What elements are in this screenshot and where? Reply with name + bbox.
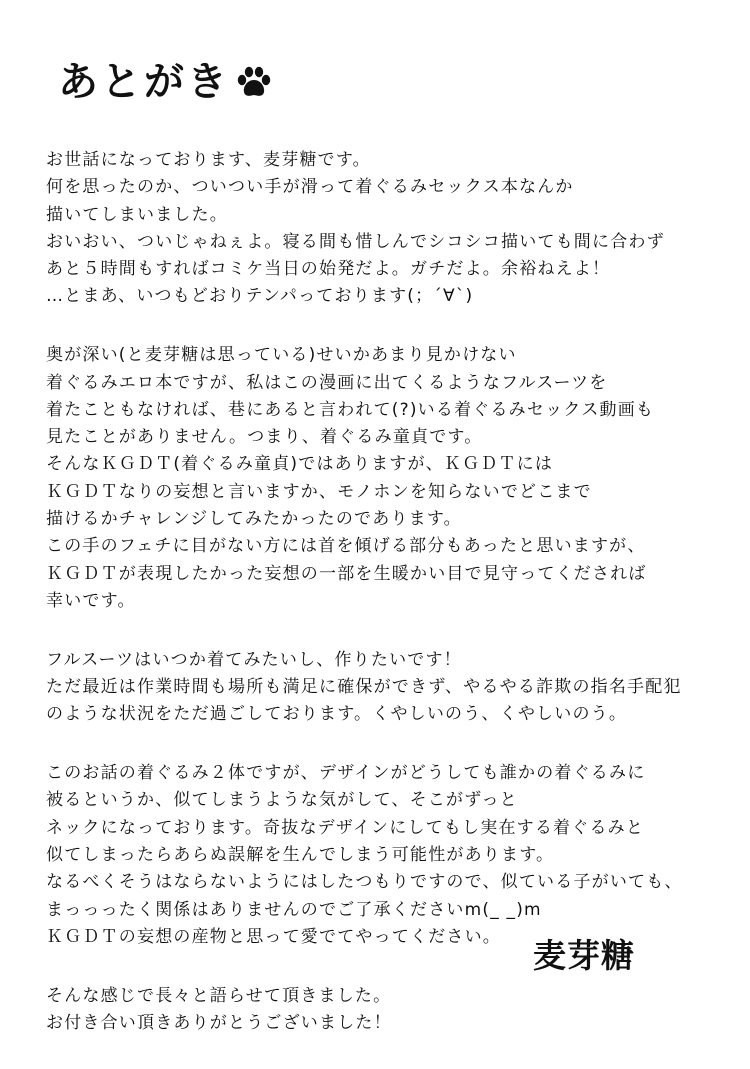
text-line: フルスーツはいつか着てみたいし、作りたいです！ [46,649,462,670]
text-line: 描いてしまいました。 [46,204,228,225]
text-line: なるべくそうはならないようにはしたつもりですので、似ている子がいても、 [46,872,683,893]
text-line: このお話の着ぐるみ２体ですが、デザインがどうしても誰かの着ぐるみに [46,763,646,784]
paragraph [46,342,726,615]
text-line: ネックになっております。奇抜なデザインにしてもし実在する着ぐるみと [46,817,645,838]
afterword-title-block [58,54,272,110]
text-line: この手のフェチに目がない方には首を傾げる部分もあったと思いますが、 [46,536,646,557]
paw-icon [236,65,272,99]
text-line: ＫＧＤＴが表現したかった妄想の一部を生暖かい目で見守ってくだされば [46,563,647,584]
text-line: ＫＧＤＴなりの妄想と言いますか、モノホンを知らないでどこまで [46,481,592,502]
text-line: 着たこともなければ、巷にあると言われて(?)いる着ぐるみセックス動画も [46,399,655,420]
text-line: のような状況をただ過ごしております。くやしいのう、くやしいのう。 [46,704,628,725]
author-signature: 麦芽糖 [533,936,635,975]
text-line: お世話になっております、麦芽糖です。 [46,150,371,170]
text-line: あと５時間もすればコミケ当日の始発だよ。ガチだよ。余裕ねえよ！ [46,259,611,280]
text-line: 描けるかチャレンジしてみたかったのであります。 [46,509,462,530]
text-line: …とまあ、いつもどおりテンパっております(；´∀`) [46,286,474,307]
text-line: 被るというか、似てしまうような気がして、そこがずっと [46,790,518,811]
text-line: 着ぐるみエロ本ですが、私はこの漫画に出てくるようなフルスーツを [46,372,608,393]
paragraph [46,647,726,729]
text-line: そんな感じで長々と語らせて頂きました。 [46,985,392,1006]
text-line: 奥が深い(と麦芽糖は思っている)せいかあまり見かけない [46,345,517,366]
paragraph [46,147,726,311]
text-line: 似てしまったらあらぬ誤解を生んでしまう可能性があります。 [46,845,555,866]
text-line: 見たことがありません。つまり、着ぐるみ童貞です。 [46,427,483,448]
text-line: そんなＫＧＤＴ(着ぐるみ童貞)ではありますが、ＫＧＤＴには [46,454,554,475]
text-line: まっっったく関係はありませんのでご了承くださいm(_ _)m [46,899,542,920]
text-line: 幸いです。 [46,590,136,611]
text-line: おいおい、ついじゃねぇよ。寝る間も惜しんでシコシコ描いても間に合わず [46,231,665,252]
page-title: あとがき [58,59,230,105]
text-line: お付き合い頂きありがとうございました！ [46,1013,392,1034]
paragraph [46,760,726,951]
text-line: 何を思ったのか、ついつい手が滑って着ぐるみセックス本なんか [46,177,574,198]
text-line: ただ最近は作業時間も場所も満足に確保ができず、やるやる詐欺の指名手配犯 [46,677,682,698]
text-line: ＫＧＤＴの妄想の産物と思って愛でてやってください。 [46,926,501,947]
paragraph [46,983,726,1038]
